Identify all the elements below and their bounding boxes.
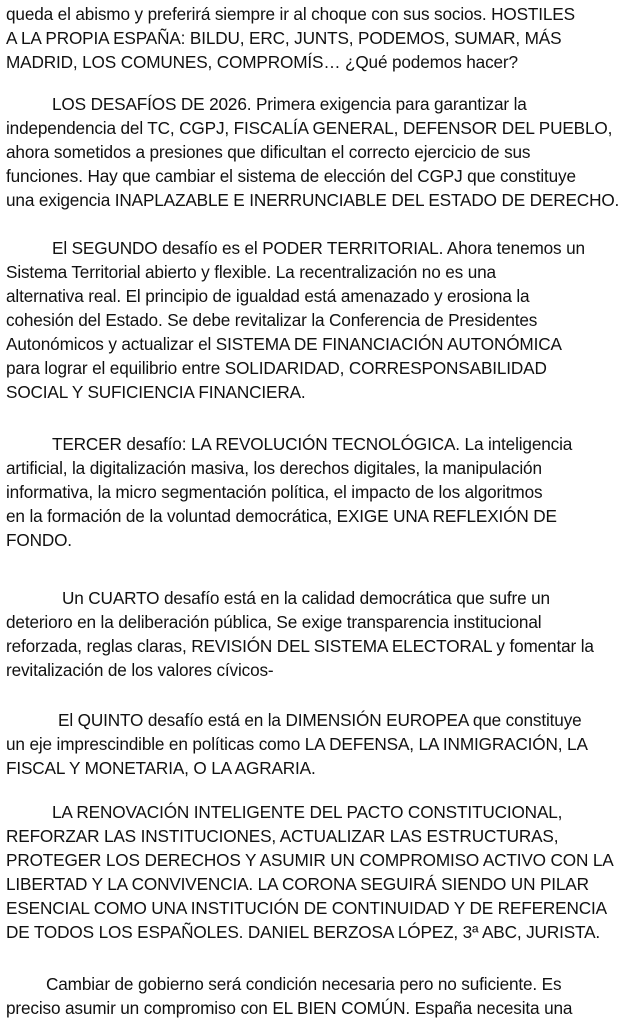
text-line: cohesión del Estado. Se debe revitalizar la Conferencia de Presidentes — [6, 310, 538, 330]
text-line: TERCER desafío: LA REVOLUCIÓN TECNOLÓGICA. La inteligencia — [52, 434, 573, 454]
text-line: PROTEGER LOS DERECHOS Y ASUMIR UN COMPROMISO ACTIVO CON LA — [6, 850, 614, 870]
text-line: para lograr el equilibrio entre SOLIDARIDAD, CORRESPONSABILIDAD — [6, 358, 547, 378]
text-line: deterioro en la deliberación pública, Se exige transparencia institucional — [6, 612, 542, 632]
paragraph-quinto-desafio — [6, 708, 630, 780]
text-line: FONDO. — [6, 530, 72, 550]
paragraph-continuation — [6, 2, 630, 74]
paragraph-segundo-desafio — [6, 236, 630, 404]
text-line: reforzada, reglas claras, REVISIÓN DEL SISTEMA ELECTORAL y fomentar la — [6, 636, 594, 656]
text-line: revitalización de los valores cívicos- — [6, 660, 274, 680]
text-line: MADRID, LOS COMUNES, COMPROMÍS… ¿Qué podemos hacer? — [6, 52, 518, 72]
text-line: un eje imprescindible en políticas como LA DEFENSA, LA INMIGRACIÓN, LA — [6, 734, 588, 754]
text-line: LOS DESAFÍOS DE 2026. Primera exigencia para garantizar la — [52, 94, 527, 114]
text-line: Cambiar de gobierno será condición necesaria pero no suficiente. Es — [46, 974, 562, 994]
text-line: queda el abismo y preferirá siempre ir al choque con sus socios. HOSTILES — [6, 4, 575, 24]
text-line: El QUINTO desafío está en la DIMENSIÓN EUROPEA que constituye — [58, 710, 582, 730]
text-line: ESENCIAL COMO UNA INSTITUCIÓN DE CONTINUIDAD Y DE REFERENCIA — [6, 898, 607, 918]
text-line: Sistema Territorial abierto y flexible. La recentralización no es una — [6, 262, 496, 282]
paragraph-cambiar-gobierno — [6, 972, 630, 1020]
text-line: A LA PROPIA ESPAÑA: BILDU, ERC, JUNTS, PODEMOS, SUMAR, MÁS — [6, 28, 562, 48]
text-line: DE TODOS LOS ESPAÑOLES. DANIEL BERZOSA LÓPEZ, 3ª ABC, JURISTA. — [6, 922, 601, 942]
text-line: una exigencia INAPLAZABLE E INERRUNCIABLE DEL ESTADO DE DERECHO. — [6, 190, 620, 210]
text-line: ahora sometidos a presiones que dificultan el correcto ejercicio de sus — [6, 142, 531, 162]
text-line: LIBERTAD Y LA CONVIVENCIA. LA CORONA SEGUIRÁ SIENDO UN PILAR — [6, 874, 589, 894]
text-line: artificial, la digitalización masiva, los derechos digitales, la manipulación — [6, 458, 542, 478]
text-line: SOCIAL Y SUFICIENCIA FINANCIERA. — [6, 382, 306, 402]
paragraph-renovacion-pacto — [6, 800, 630, 944]
text-line: El SEGUNDO desafío es el PODER TERRITORIAL. Ahora tenemos un — [52, 238, 585, 258]
text-line: REFORZAR LAS INSTITUCIONES, ACTUALIZAR LAS ESTRUCTURAS, — [6, 826, 559, 846]
text-line: Un CUARTO desafío está en la calidad democrática que sufre un — [62, 588, 550, 608]
text-line: funciones. Hay que cambiar el sistema de elección del CGPJ que constituye — [6, 166, 576, 186]
text-line: alternativa real. El principio de igualdad está amenazado y erosiona la — [6, 286, 530, 306]
text-line: preciso asumir un compromiso con EL BIEN COMÚN. España necesita una — [6, 998, 573, 1018]
paragraph-cuarto-desafio — [6, 586, 630, 682]
paragraph-desafios-2026 — [6, 92, 630, 212]
text-line: independencia del TC, CGPJ, FISCALÍA GENERAL, DEFENSOR DEL PUEBLO, — [6, 118, 613, 138]
text-line: Autonómicos y actualizar el SISTEMA DE FINANCIACIÓN AUTONÓMICA — [6, 334, 562, 354]
text-line: en la formación de la voluntad democrática, EXIGE UNA REFLEXIÓN DE — [6, 506, 557, 526]
text-line: LA RENOVACIÓN INTELIGENTE DEL PACTO CONSTITUCIONAL, — [52, 802, 563, 822]
text-line: FISCAL Y MONETARIA, O LA AGRARIA. — [6, 758, 316, 778]
paragraph-tercer-desafio — [6, 432, 630, 552]
text-line: informativa, la micro segmentación política, el impacto de los algoritmos — [6, 482, 543, 502]
